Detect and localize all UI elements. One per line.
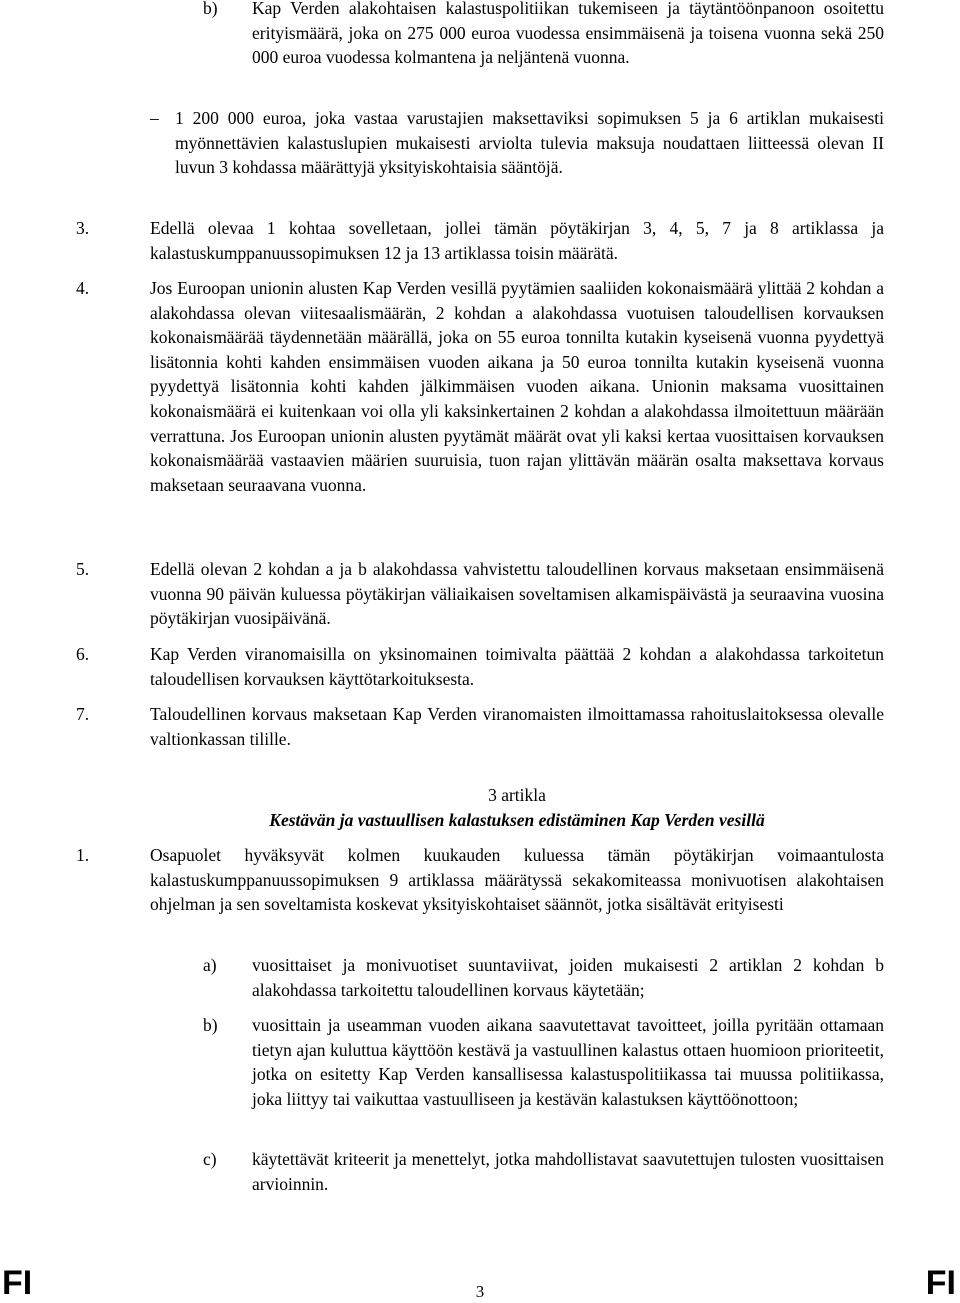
paragraph-3: Edellä olevaa 1 kohtaa sovelletaan, jollei tämän pöytäkirjan 3, 4, 5, 7 ja 8 artiklassa ja kalastuskumppanuussopimuksen 12 ja 13 artiklassa toisin määrätä. bbox=[150, 218, 884, 263]
paragraph-5: Edellä olevan 2 kohdan a ja b alakohdassa vahvistettu taloudellinen korvaus maksetaan ensimmäisenä vuonna 90 päivän kuluessa pöytäkirjan väliaikaisen soveltamisen alkamispäivästä ja seuraavina vuosina pöytäkirjan vuosipäivänä. bbox=[150, 559, 884, 629]
subitem-b: vuosittain ja useamman vuoden aikana saavutettavat tavoitteet, joilla pyritään ottamaan tietyn ajan kuluttua käyttöön kestävä ja vastuullinen kalastus ottaen huomioon prioriteetit, jotka on esitetty Kap Verden kansallisessa kalastuspolitiikassa tai muussa politiikassa, joka liittyy tai vaikuttaa vastuulliseen ja kestävän kalastuksen käyttöönottoon; bbox=[252, 1015, 884, 1109]
paragraph-b-top: Kap Verden alakohtaisen kalastuspolitiikan tukemiseen ja täytäntöönpanoon osoitettu erityismäärä, joka on 275 000 euroa vuodessa ensimmäisenä ja toisena vuonna sekä 250 000 euroa vuodessa kolmantena ja neljäntenä vuonna. bbox=[252, 0, 884, 68]
article-number: 3 artikla bbox=[488, 785, 546, 805]
article-title: Kestävän ja vastuullisen kalastuksen edistäminen Kap Verden vesillä bbox=[269, 810, 765, 830]
item-marker: 1. bbox=[76, 845, 90, 865]
item-marker: a) bbox=[203, 955, 217, 975]
item-marker: c) bbox=[203, 1149, 217, 1169]
paragraph-4: Jos Euroopan unionin alusten Kap Verden vesillä pyytämien saaliiden kokonaismäärä ylittää 2 kohdan a alakohdassa olevan viitesaalismäärän, 2 kohdan a alakohdassa vuotuisen taloudellisen korvauksen kokonaismäärää täydennetään määrällä, joka on 55 euroa tonnilta kutakin kyseisenä vuonna pyydettyä lisätonnia kohti kahden ensimmäisen vuoden aikana ja 50 euroa tonnilta kutakin kyseisenä vuonna pyydettyä lisätonnia kohti kahden jälkimmäisen vuoden aikana. Unionin maksama vuosittainen kokonaismäärä ei kuitenkaan voi olla yli kaksinkertainen 2 kohdan a alakohdassa ilmoitettuun määrään verrattuna. Jos Euroopan unionin alusten pyytämät määrät ovat yli kaksi kertaa vuosittaisen korvauksen kokonaismäärää vastaavien määrien suuruisia, tuon rajan ylittävän määrän osalta maksettava korvaus maksetaan seuraavana vuonna. bbox=[150, 278, 884, 495]
footer-language-left: FI bbox=[2, 1264, 33, 1302]
item-marker: 4. bbox=[76, 278, 90, 298]
item-marker: 6. bbox=[76, 644, 90, 664]
subitem-a: vuosittaiset ja monivuotiset suuntaviivat, joiden mukaisesti 2 artiklan 2 kohdan b alakohdassa tarkoitettu taloudellinen korvaus käytetään; bbox=[252, 955, 884, 1000]
item-marker: b) bbox=[203, 0, 218, 18]
article-paragraph-1: Osapuolet hyväksyvät kolmen kuukauden kuluessa tämän pöytäkirjan voimaantulosta kalastuskumppanuussopimuksen 9 artiklassa määrätyssä sekakomiteassa monivuotisen alakohtaisen ohjelman ja sen soveltamista koskevat yksityiskohtaiset säännöt, jotka sisältävät erityisesti bbox=[150, 845, 884, 915]
item-marker: 5. bbox=[76, 559, 90, 579]
item-marker: 3. bbox=[76, 218, 90, 238]
paragraph-6: Kap Verden viranomaisilla on yksinomainen toimivalta päättää 2 kohdan a alakohdassa tarkoitetun taloudellisen korvauksen käyttötarkoituksesta. bbox=[150, 644, 884, 689]
footer-page-number: 3 bbox=[475, 1282, 485, 1301]
subitem-c: käytettävät kriteerit ja menettelyt, jotka mahdollistavat saavutettujen tulosten vuosittaisen arvioinnin. bbox=[252, 1149, 884, 1194]
item-marker: 7. bbox=[76, 704, 90, 724]
paragraph-dash-item: 1 200 000 euroa, joka vastaa varustajien maksettaviksi sopimuksen 5 ja 6 artiklan mukaisesti myönnettävien kalastuslupien mukaisesti arviolta tulevia maksuja noudattaen liitteessä olevan II luvun 3 kohdassa määrättyjä yksityiskohtaisia sääntöjä. bbox=[175, 108, 884, 178]
paragraph-7: Taloudellinen korvaus maksetaan Kap Verden viranomaisten ilmoittamassa rahoituslaitoksessa olevalle valtionkassan tilille. bbox=[150, 704, 884, 749]
dash-marker: – bbox=[150, 108, 159, 128]
item-marker: b) bbox=[203, 1015, 218, 1035]
footer-language-right: FI bbox=[925, 1264, 956, 1302]
